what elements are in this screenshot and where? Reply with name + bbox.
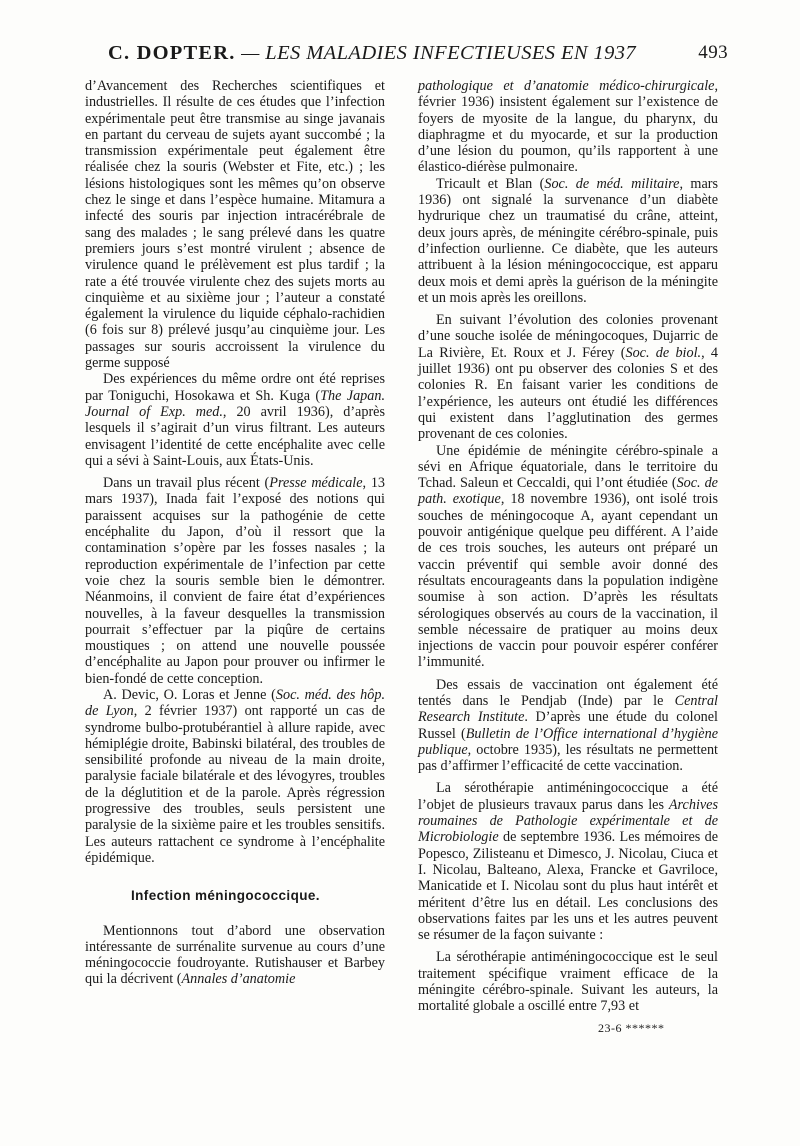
paragraph: La sérothérapie antiméningococcique a été l’objet de plusieurs travaux parus dans les Archives roumaines de Pathologie expérimentale et de Microbiologie de septembre 1936. Les mémoires de Popesco, Zilisteanu et Dimesco, J. Nicolau, Ciuca et I. Nicolau, Balteano, Alexa, Francke et Gavriloce, Manicatide et I. Nicolau sont du plus haut intérêt et méritent d’être lus en détail. Les conclusions des observations faites par les uns et les autres peuvent se résumer de la façon suivante : xyxy=(418,780,718,944)
paragraph: A. Devic, O. Loras et Jenne (Soc. méd. des hôp. de Lyon, 2 février 1937) ont rapporté un cas de syndrome bulbo-protubérantiel à allure rapide, avec hémiplégie droite, Babinski bilatéral, des troubles de sensibilité profonde au niveau de la main droite, paralysie faciale bilatérale et des lévogyres, troubles de la déglutition et de la parole. Après régression progressive des troubles, seuls persistent une paralysie de la sixième paire et les troubles sensitifs. Les auteurs rattachent ce syndrome à l’encéphalite épidémique. xyxy=(85,686,386,866)
paragraph: Mentionnons tout d’abord une observation intéressante de surrénalite survenue au cours d’une méningococcie foudroyante. Rutishauser et Barbey qui la décrivent (Annales d’anatomie xyxy=(85,922,385,988)
right-column xyxy=(418,78,718,1015)
header-title: — LES MALADIES INFECTIEUSES EN 1937 xyxy=(241,42,637,64)
paragraph: Une épidémie de méningite cérébro-spinale a sévi en Afrique équatoriale, dans le territoire du Tchad. Saleun et Ceccaldi, qui l’ont étudiée (Soc. de path. exotique, 18 novembre 1936), ont isolé trois souches de méningocoque A, ayant cependant un pouvoir antigénique quelque peu différent. A l’aide de ces trois souches, les auteurs ont préparé un vaccin préventif qui semble avoir donné des résultats encourageants dans la population indigène soumise à son action. D’après les résultats sérologiques observés au cours de la vaccination, il semble nécessaire de pratiquer au moins deux injections de vaccin pour pouvoir espérer conférer l’immunité. xyxy=(418,442,718,671)
paragraph: pathologique et d’anatomie médico-chirurgicale, février 1936) insistent également sur l’existence de foyers de myosite de la langue, du pharynx, du diaphragme et du myocarde, et sur la production d’une lésion du poumon, qu’ils rapportent à une élastico-diérèse pulmonaire. xyxy=(418,78,718,176)
paragraph: Des essais de vaccination ont également été tentés dans le Pendjab (Inde) par le Central Research Institute. D’après une étude du colonel Russel (Bulletin de l’Office international d’hygiène publique, octobre 1935), les résultats ne permettent pas d’affirmer l’efficacité de cette vaccination. xyxy=(418,676,719,775)
paragraph: La sérothérapie antiméningococcique est le seul traitement spécifique vraiment efficace de la méningite cérébro-spinale. Suivant les auteurs, la mortalité globale a oscillé entre 7,93 et xyxy=(418,949,718,1015)
header-author: C. DOPTER. xyxy=(108,42,236,64)
paragraph: Dans un travail plus récent (Presse médicale, 13 mars 1937), Inada fait l’exposé des notions qui paraissent acquises sur la pathogénie de cette encéphalite du Japon, d’où il ressort que la contamination s’opère par les fosses nasales ; la reproduction expérimentale de l’infection par cette voie chez la souris semble bien le démontrer. Néanmoins, il convient de faire état d’expériences nouvelles, à la faveur desquelles la transmission pourrait s’effectuer par la piqûre de certains moustiques ; on attend une nouvelle poussée d’encéphalite au Japon pour prouver ou infirmer le bien-fondé de cette conception. xyxy=(85,475,385,687)
paragraph: Des expériences du même ordre ont été reprises par Toniguchi, Hosokawa et Sh. Kuga (The Japan. Journal of Exp. med., 20 avril 1936), d’après lesquels il s’agirait d’un virus filtrant. Les auteurs envisagent l’identité de cette encéphalite avec celle qui a sévi à Saint-Louis, aux États-Unis. xyxy=(85,371,385,469)
paragraph: Tricault et Blan (Soc. de méd. militaire, mars 1936) ont signalé la survenance d’un diabète hydrurique chez un traumatisé du crâne, atteint, deux jours après, de méningite cérébro-spinale, puis d’infection ourlienne. Ce diabète, que les auteurs attribuent à la lésion méningococcique, est apparu deux mois et demi après la guérison de la méningite et un mois après les oreillons. xyxy=(418,175,718,306)
left-column xyxy=(85,78,385,988)
running-header xyxy=(108,42,728,72)
paragraph: En suivant l’évolution des colonies provenant d’une souche isolée de méningocoques, Dujarric de La Rivière, Et. Roux et J. Férey (Soc. de biol., 4 juillet 1936) ont pu observer des colonies S et des colonies R. En faisant varier les conditions de l’expérience, les auteurs ont étudié les différences qui existent dans l’agglutination des germes provenant de ces colonies. xyxy=(418,312,718,443)
page-number: 493 xyxy=(698,42,728,63)
printer-signature: 23-6 ****** xyxy=(598,1021,665,1035)
section-heading: Infection méningococcique. xyxy=(131,888,320,904)
paragraph: d’Avancement des Recherches scientifiques et industrielles. Il résulte de ces études que l’infection expérimentale peut être transmise au singe javanais en partant du cerveau de sujets ayant succombé ; la transmission expérimentale peut également être réalisée chez la souris (Webster et Fite, etc.) ; les lésions histologiques sont les mêmes qu’on observe chez le singe et dans l’espèce humaine. Mitamura a infecté des souris par injection intracérébrale de sang des malades ; le sang prélevé dans les quatre premiers jours s’est montré virulent ; absence de virulence quand le prélèvement est plus tardif ; la rate a été trouvée virulente chez des sujets morts au cinquième et au sixième jour ; l’auteur a constaté également la virulence du liquide céphalo-rachidien (6 fois sur 8) prélevé jusqu’au cinquième jour. Les passages sur souris accroissent la virulence du germe supposé xyxy=(85,78,385,372)
